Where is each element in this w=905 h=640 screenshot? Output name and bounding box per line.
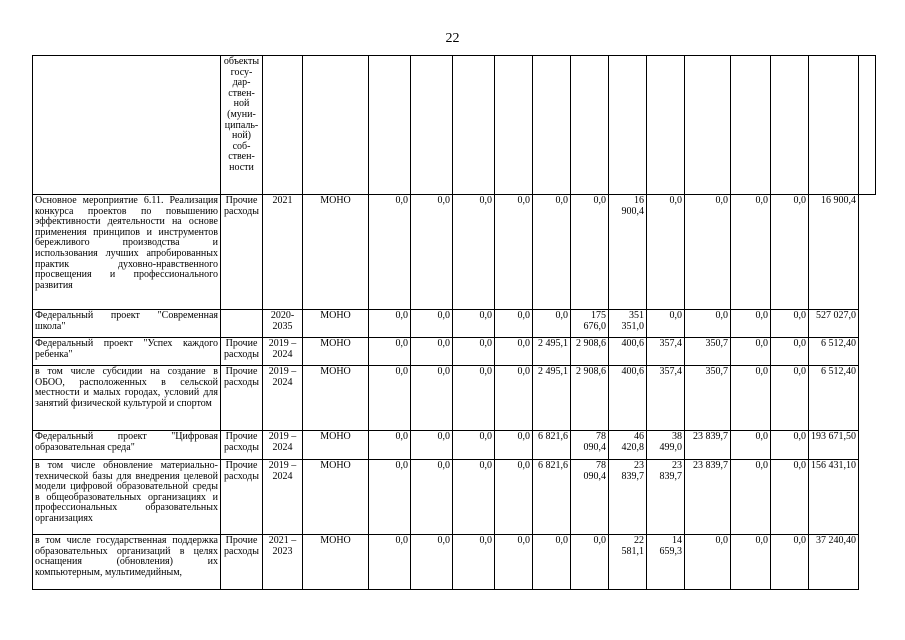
period-cell: 2019 – 2024: [263, 338, 303, 366]
value-cell: 400,6: [609, 338, 647, 366]
value-cell: 0,0: [453, 535, 495, 590]
value-cell: [609, 56, 647, 195]
value-cell: 23 839,7: [647, 460, 685, 535]
value-cell: 0,0: [771, 431, 809, 460]
budget-table: [32, 55, 876, 590]
value-cell: 0,0: [453, 195, 495, 310]
total-cell: [859, 56, 876, 195]
row-name-cell: в том числе государственная поддержка образовательных организаций в целях оснащения (обновления) их компьютерным, мультимедийным,: [33, 535, 221, 590]
value-cell: 400,6: [609, 366, 647, 431]
value-cell: 0,0: [731, 338, 771, 366]
value-cell: 0,0: [731, 431, 771, 460]
value-cell: 6 821,6: [533, 431, 571, 460]
funding-source-cell: Прочие расходы: [221, 366, 263, 431]
executor-cell: МОНО: [303, 460, 369, 535]
total-cell: 193 671,50: [809, 431, 859, 460]
row-name-cell: [33, 56, 221, 195]
value-cell: [685, 56, 731, 195]
value-cell: 0,0: [495, 195, 533, 310]
table-row: [33, 195, 876, 310]
value-cell: [771, 56, 809, 195]
executor-cell: МОНО: [303, 310, 369, 338]
value-cell: 2 908,6: [571, 366, 609, 431]
value-cell: 350,7: [685, 338, 731, 366]
value-cell: 0,0: [685, 535, 731, 590]
value-cell: 0,0: [685, 310, 731, 338]
value-cell: 0,0: [731, 195, 771, 310]
executor-cell: МОНО: [303, 431, 369, 460]
value-cell: 78 090,4: [571, 460, 609, 535]
period-cell: [263, 56, 303, 195]
value-cell: 0,0: [731, 366, 771, 431]
executor-cell: МОНО: [303, 195, 369, 310]
value-cell: 350,7: [685, 366, 731, 431]
value-cell: 0,0: [731, 535, 771, 590]
row-name-cell: в том числе обновление материально-технической базы для внедрения целевой модели цифровой образовательной среды в общеобразовательных организациях и профессиональных образовательных организациях: [33, 460, 221, 535]
value-cell: [571, 56, 609, 195]
value-cell: 0,0: [411, 535, 453, 590]
funding-source-cell: Прочие расходы: [221, 195, 263, 310]
value-cell: [411, 56, 453, 195]
value-cell: 0,0: [411, 460, 453, 535]
value-cell: 0,0: [453, 460, 495, 535]
value-cell: 0,0: [533, 310, 571, 338]
value-cell: 0,0: [453, 431, 495, 460]
row-name-cell: в том числе субсидии на создание в ОБОО, расположенных в сельской местности и малых городах, условий для занятий физической культурой и спортом: [33, 366, 221, 431]
table-row: [33, 460, 876, 535]
table-row: [33, 366, 876, 431]
value-cell: 46 420,8: [609, 431, 647, 460]
value-cell: 0,0: [453, 338, 495, 366]
value-cell: 0,0: [771, 310, 809, 338]
value-cell: 357,4: [647, 338, 685, 366]
value-cell: 0,0: [731, 310, 771, 338]
value-cell: 0,0: [495, 310, 533, 338]
value-cell: 0,0: [369, 310, 411, 338]
row-name-cell: Федеральный проект "Цифровая образовательная среда": [33, 431, 221, 460]
value-cell: 0,0: [411, 310, 453, 338]
value-cell: 0,0: [533, 195, 571, 310]
value-cell: 0,0: [731, 460, 771, 535]
value-cell: 23 839,7: [609, 460, 647, 535]
value-cell: 175 676,0: [571, 310, 609, 338]
value-cell: 0,0: [571, 535, 609, 590]
funding-source-cell: Прочие расходы: [221, 431, 263, 460]
page-bottom-blank: [0, 592, 905, 640]
value-cell: 0,0: [771, 195, 809, 310]
funding-source-cell: Прочие расходы: [221, 338, 263, 366]
table-row: [33, 310, 876, 338]
total-cell: 16 900,4: [809, 195, 859, 310]
value-cell: [369, 56, 411, 195]
executor-cell: МОНО: [303, 366, 369, 431]
total-cell: 527 027,0: [809, 310, 859, 338]
value-cell: [809, 56, 859, 195]
value-cell: 38 499,0: [647, 431, 685, 460]
value-cell: 23 839,7: [685, 431, 731, 460]
executor-cell: МОНО: [303, 535, 369, 590]
funding-source-cell: Прочие расходы: [221, 535, 263, 590]
value-cell: 0,0: [411, 195, 453, 310]
value-cell: [453, 56, 495, 195]
value-cell: 0,0: [495, 535, 533, 590]
value-cell: 357,4: [647, 366, 685, 431]
row-name-cell: Федеральный проект "Современная школа": [33, 310, 221, 338]
value-cell: 0,0: [453, 310, 495, 338]
value-cell: 0,0: [369, 431, 411, 460]
executor-cell: МОНО: [303, 338, 369, 366]
funding-source-cell: Прочие расходы: [221, 460, 263, 535]
value-cell: 0,0: [411, 338, 453, 366]
value-cell: 0,0: [495, 366, 533, 431]
value-cell: 0,0: [453, 366, 495, 431]
value-cell: 0,0: [369, 535, 411, 590]
value-cell: 0,0: [533, 535, 571, 590]
value-cell: 0,0: [771, 338, 809, 366]
value-cell: 0,0: [369, 366, 411, 431]
period-cell: 2021 – 2023: [263, 535, 303, 590]
period-cell: 2020-2035: [263, 310, 303, 338]
value-cell: 16 900,4: [609, 195, 647, 310]
value-cell: 14 659,3: [647, 535, 685, 590]
value-cell: 22 581,1: [609, 535, 647, 590]
value-cell: 0,0: [369, 460, 411, 535]
value-cell: 23 839,7: [685, 460, 731, 535]
funding-source-cell: объекты госу-дар-ствен-ной (муни-ципаль-ной) соб-ствен-ности: [221, 56, 263, 195]
value-cell: 0,0: [369, 338, 411, 366]
table-row: [33, 338, 876, 366]
table-row: [33, 56, 876, 195]
table-row: [33, 431, 876, 460]
value-cell: [731, 56, 771, 195]
value-cell: [647, 56, 685, 195]
value-cell: 6 821,6: [533, 460, 571, 535]
value-cell: 0,0: [647, 310, 685, 338]
period-cell: 2019 – 2024: [263, 460, 303, 535]
value-cell: 0,0: [495, 431, 533, 460]
period-cell: 2019 – 2024: [263, 431, 303, 460]
value-cell: 0,0: [771, 535, 809, 590]
value-cell: 0,0: [771, 366, 809, 431]
value-cell: 0,0: [685, 195, 731, 310]
value-cell: 0,0: [411, 431, 453, 460]
period-cell: 2019 – 2024: [263, 366, 303, 431]
total-cell: 6 512,40: [809, 366, 859, 431]
total-cell: 37 240,40: [809, 535, 859, 590]
funding-source-cell: [221, 310, 263, 338]
value-cell: 2 495,1: [533, 338, 571, 366]
value-cell: 0,0: [411, 366, 453, 431]
value-cell: 2 495,1: [533, 366, 571, 431]
table-row: [33, 535, 876, 590]
row-name-cell: Федеральный проект "Успех каждого ребенка": [33, 338, 221, 366]
value-cell: 2 908,6: [571, 338, 609, 366]
executor-cell: [303, 56, 369, 195]
value-cell: 0,0: [369, 195, 411, 310]
value-cell: [495, 56, 533, 195]
value-cell: [533, 56, 571, 195]
value-cell: 0,0: [771, 460, 809, 535]
value-cell: 0,0: [571, 195, 609, 310]
total-cell: 6 512,40: [809, 338, 859, 366]
value-cell: 351 351,0: [609, 310, 647, 338]
period-cell: 2021: [263, 195, 303, 310]
value-cell: 0,0: [495, 460, 533, 535]
value-cell: 0,0: [647, 195, 685, 310]
page-number: 22: [445, 31, 460, 46]
row-name-cell: Основное мероприятие 6.11. Реализация конкурса проектов по повышению эффективности деятельности на основе применения принципов и инструментов бережливого производства и использования лучших апробированных практик духовно-нравственного просвещения и профессионального развития: [33, 195, 221, 310]
value-cell: 78 090,4: [571, 431, 609, 460]
total-cell: 156 431,10: [809, 460, 859, 535]
value-cell: 0,0: [495, 338, 533, 366]
